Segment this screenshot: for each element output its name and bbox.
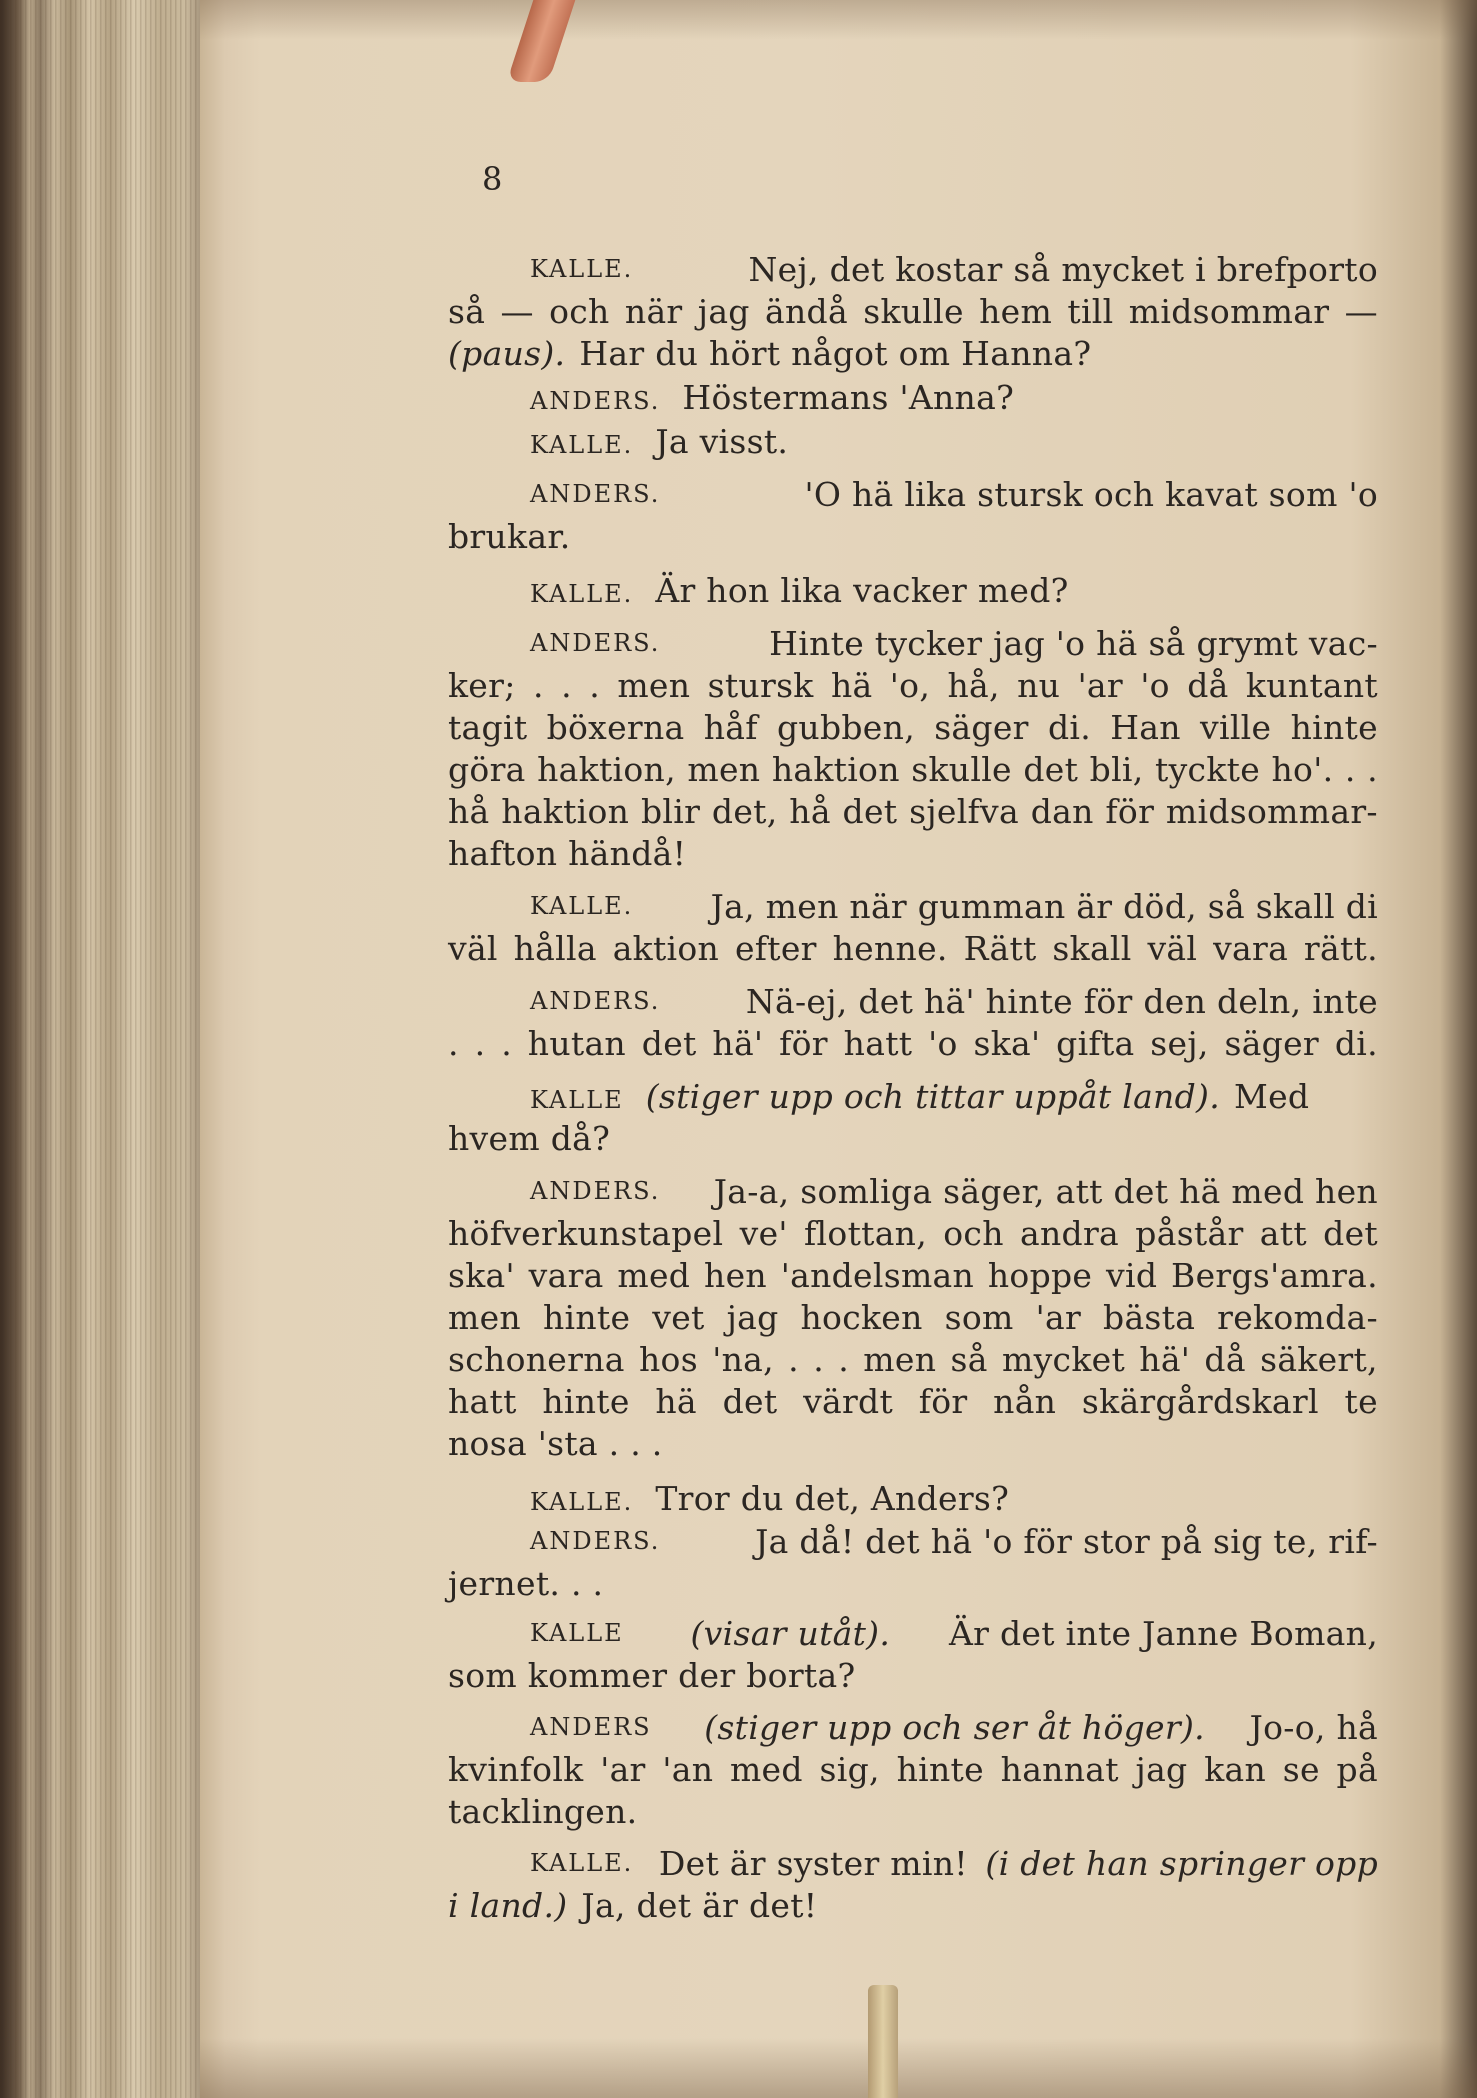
- line-text: Är det inte Janne Boman,: [948, 1614, 1378, 1653]
- line-text: Det är syster min!: [658, 1844, 968, 1883]
- text-line: [448, 1380, 1378, 1423]
- speaker-name: KALLE: [530, 1086, 624, 1114]
- line-text: så — och när jag ändå skulle hem till midsommar —: [448, 292, 1378, 331]
- line-text: hatt hinte hä det värdt för nån skärgårdskarl te: [448, 1382, 1378, 1421]
- text-line: [448, 664, 1378, 707]
- line-text: Nej, det kostar så mycket i brefporto: [748, 250, 1378, 289]
- text-line: [530, 473, 1378, 516]
- text-line: [448, 927, 1378, 970]
- text-line: [530, 885, 1378, 928]
- line-text: kvinfolk 'ar 'an med sig, hinte hannat jag kan se på: [448, 1750, 1378, 1789]
- line-text: Nä-ej, det hä' hinte för den deln, inte: [745, 982, 1378, 1021]
- book-page-edges: [0, 0, 210, 2098]
- line-text: Ja visst.: [655, 422, 789, 461]
- line-text: Ja-a, somliga säger, att det hä med hen: [713, 1172, 1378, 1211]
- line-text: hå haktion blir det, hå det sjelfva dan för midsommar-: [448, 792, 1378, 831]
- text-line: [448, 790, 1378, 833]
- stage-direction: (paus).: [448, 334, 566, 373]
- line-text: väl hålla aktion efter henne. Rätt skall väl vara rätt.: [448, 929, 1378, 968]
- text-line: [448, 290, 1378, 333]
- text-line: [530, 980, 1378, 1023]
- text-line: [530, 1075, 1309, 1122]
- line-text: brukar.: [448, 517, 571, 556]
- text-line: [448, 1117, 610, 1160]
- text-line: [530, 1842, 1378, 1885]
- text-line: [448, 706, 1378, 749]
- speaker-name: KALLE.: [530, 892, 634, 920]
- line-text: Ja, det är det!: [581, 1886, 818, 1925]
- text-line: [530, 376, 1014, 423]
- text-line: [530, 622, 1378, 665]
- line-text: Har du hört något om Hanna?: [579, 334, 1092, 373]
- line-text: Är hon lika vacker med?: [655, 571, 1069, 610]
- speaker-name: ANDERS.: [530, 1527, 661, 1555]
- text-line: [530, 1612, 1378, 1655]
- text-line: [448, 1562, 603, 1605]
- text-line: [530, 1520, 1378, 1563]
- text-line: [448, 1884, 817, 1927]
- line-text: . . . hutan det hä' för hatt 'o ska' gifta sej, säger di.: [448, 1024, 1378, 1063]
- line-text: hafton händå!: [448, 834, 687, 873]
- line-text: jernet. . .: [448, 1564, 604, 1603]
- line-text: som kommer der borta?: [448, 1656, 856, 1695]
- speaker-name: ANDERS.: [530, 987, 661, 1015]
- speaker-name: KALLE: [530, 1619, 624, 1647]
- line-text: Jo-o, hå: [1249, 1708, 1378, 1747]
- text-line: [448, 1748, 1378, 1791]
- text-line: [448, 332, 1091, 375]
- speaker-name: KALLE.: [530, 1488, 634, 1516]
- line-text: tagit böxerna håf gubben, säger di. Han ville hinte: [448, 708, 1378, 747]
- speaker-name: ANDERS.: [530, 629, 661, 657]
- line-text: ker; . . . men stursk hä 'o, hå, nu 'ar 'o då kuntant: [448, 666, 1378, 705]
- text-line: [530, 1477, 1009, 1524]
- line-text: 'O hä lika stursk och kavat som 'o: [804, 475, 1378, 514]
- line-text: höfverkunstapel ve' flottan, och andra påstår att det: [448, 1214, 1378, 1253]
- text-line: [448, 1022, 1378, 1065]
- text-line: [530, 1706, 1378, 1749]
- line-text: Hinte tycker jag 'o hä så grymt vac-: [769, 624, 1378, 663]
- text-line: [530, 1170, 1378, 1213]
- line-text: Ja, men när gumman är död, så skall di: [710, 887, 1378, 926]
- speaker-name: ANDERS.: [530, 1177, 661, 1205]
- line-text: schonerna hos 'na, . . . men så mycket hä' då säkert,: [448, 1340, 1378, 1379]
- bookmark-ribbon-bottom: [868, 1985, 898, 2098]
- line-text: ska' vara med hen 'andelsman hoppe vid Bergs'amra.: [448, 1256, 1378, 1295]
- page-number: 8: [482, 160, 503, 198]
- line-text: tacklingen.: [448, 1792, 638, 1831]
- text-line: [448, 1254, 1378, 1297]
- speaker-name: ANDERS.: [530, 480, 661, 508]
- speaker-name: ANDERS.: [530, 387, 661, 415]
- text-line: [448, 1338, 1378, 1381]
- text-line: [448, 748, 1378, 791]
- speaker-name: KALLE.: [530, 431, 634, 459]
- text-line: [448, 1422, 663, 1465]
- line-text: nosa 'sta . . .: [448, 1424, 663, 1463]
- stage-direction: (stiger upp och tittar uppåt land).: [645, 1077, 1220, 1116]
- text-line: [530, 248, 1378, 291]
- text-line: [448, 1654, 855, 1697]
- text-line: [448, 1212, 1378, 1255]
- stage-direction: (i det han springer opp: [985, 1844, 1378, 1883]
- line-text: hvem då?: [448, 1119, 611, 1158]
- stage-direction: (stiger upp och ser åt höger).: [704, 1708, 1205, 1747]
- text-line: [530, 569, 1069, 616]
- text-line: [448, 515, 571, 558]
- speaker-name: ANDERS: [530, 1713, 652, 1741]
- stage-direction: i land.): [448, 1886, 568, 1925]
- line-text: Tror du det, Anders?: [655, 1479, 1010, 1518]
- speaker-name: KALLE.: [530, 580, 634, 608]
- text-line: [530, 420, 788, 467]
- speaker-name: KALLE.: [530, 1849, 634, 1877]
- line-text: Ja då! det hä 'o för stor på sig te, rif-: [755, 1522, 1378, 1561]
- line-text: göra haktion, men haktion skulle det bli, tyckte ho'. . .: [448, 750, 1378, 789]
- text-line: [448, 1790, 637, 1833]
- line-text: men hinte vet jag hocken som 'ar bästa rekomda-: [448, 1298, 1378, 1337]
- speaker-name: KALLE.: [530, 255, 634, 283]
- line-text: Med: [1234, 1077, 1310, 1116]
- text-line: [448, 1296, 1378, 1339]
- stage-direction: (visar utåt).: [690, 1614, 891, 1653]
- text-line: [448, 832, 686, 875]
- line-text: Höstermans 'Anna?: [682, 378, 1015, 417]
